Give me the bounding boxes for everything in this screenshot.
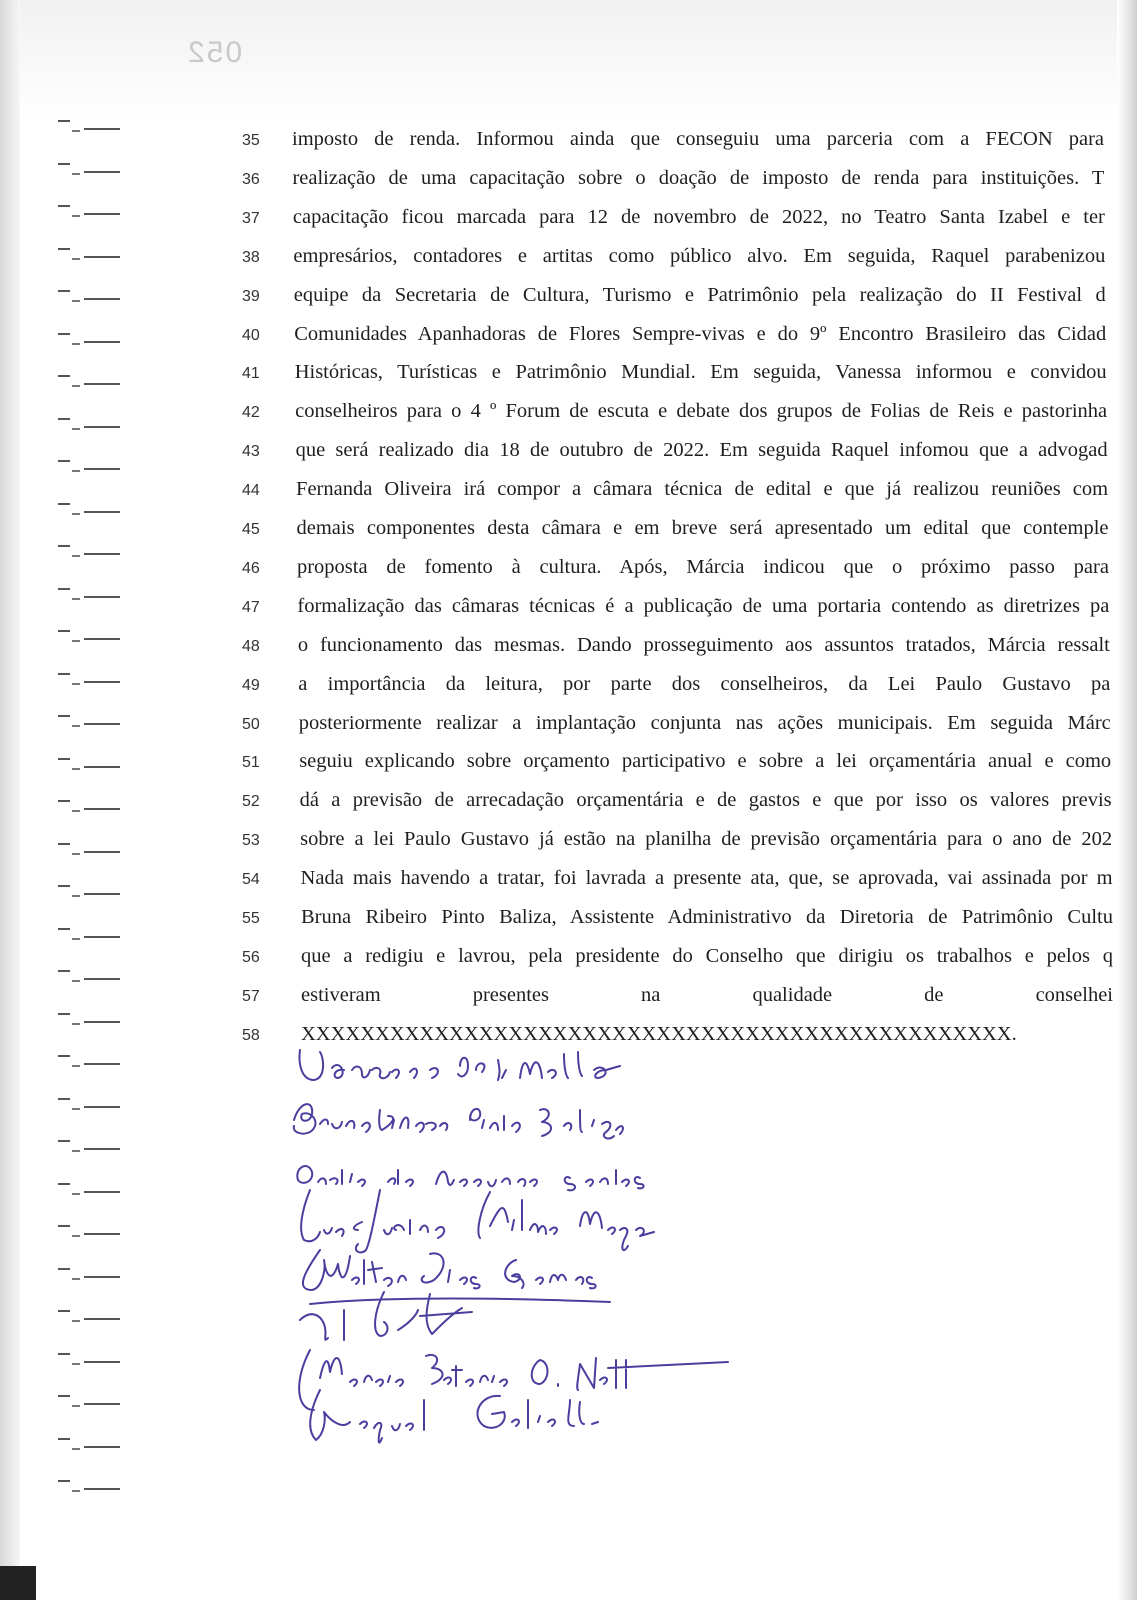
signature-3	[297, 1166, 643, 1190]
document-line-text: capacitação ficou marcada para 12 de novembro de 2022, no Teatro Santa Izabel e ter	[292, 205, 1105, 228]
document-line-text: sobre a lei Paulo Gustavo já estão na planilha de previsão orçamentária para o ano de 202	[300, 828, 1113, 851]
document-line-text: estiveram presentes na qualidade de conselhei	[301, 983, 1113, 1006]
signatures-block	[280, 1030, 740, 1450]
document-line-text: seguiu explicando sobre orçamento participativo e sobre a lei orçamentária anual e como	[299, 750, 1112, 773]
line-number: 58	[242, 1026, 260, 1044]
ruler-tick	[58, 161, 128, 179]
ruler-tick	[58, 1011, 128, 1029]
line-number: 51	[242, 754, 260, 772]
line-number: 44	[242, 482, 260, 500]
line-number: 35	[242, 132, 260, 149]
ruler-tick	[58, 118, 128, 136]
line-number: 39	[242, 287, 260, 305]
binder-ruler-marks	[58, 118, 128, 1518]
line-number: 53	[242, 832, 260, 850]
scan-corner	[0, 1566, 36, 1600]
ruler-tick	[58, 1393, 128, 1411]
document-line-text: imposto de renda. Informou ainda que conseguiu uma parceria com a FECON para	[292, 128, 1104, 150]
line-number: 41	[242, 365, 260, 383]
document-line-text: dá a previsão de arrecadação orçamentária e de gastos e que por isso os valores previs	[299, 789, 1112, 812]
ruler-tick	[58, 841, 128, 859]
ruler-tick	[58, 671, 128, 689]
document-line-text: empresários, contadores e artitas como público alvo. Em seguida, Raquel parabenizou	[293, 244, 1106, 267]
line-number: 45	[242, 521, 260, 538]
document-line-text: que a redigiu e lavrou, pela presidente do Conselho que dirigiu os trabalhos e pelos q	[301, 944, 1113, 967]
ruler-tick	[58, 501, 128, 519]
ruler-tick	[58, 1266, 128, 1284]
document-line-text: Fernanda Oliveira irá compor a câmara técnica de edital e que já realizou reuniões com	[296, 478, 1109, 501]
document-line-text: formalização das câmaras técnicas é a publicação de uma portaria contendo as diretrizes pa	[297, 594, 1110, 617]
document-line-text: Históricas, Turísticas e Patrimônio Mundial. Em seguida, Vanessa informou e convidou	[294, 361, 1107, 384]
ruler-tick	[58, 756, 128, 774]
ruler-tick	[58, 926, 128, 944]
signature-8	[310, 1390, 598, 1443]
line-number: 49	[242, 676, 260, 694]
ruler-tick	[58, 586, 128, 604]
line-number: 42	[242, 404, 260, 422]
ruler-tick	[58, 798, 128, 816]
document-line-text: proposta de fomento à cultura. Após, Márcia indicou que o próximo passo para	[296, 555, 1109, 578]
ruler-tick	[58, 968, 128, 986]
ruler-tick	[58, 246, 128, 264]
line-number: 46	[242, 559, 260, 577]
line-number: 54	[242, 871, 260, 889]
ruler-tick	[58, 713, 128, 731]
line-number: 56	[242, 948, 260, 966]
document-line-text: realização de uma capacitação sobre o doação de imposto de renda para instituições. T	[292, 166, 1105, 189]
ruler-tick	[58, 288, 128, 306]
document-line-text: que será realizado dia 18 de outubro de 2022. Em seguida Raquel infomou que a advogad	[295, 439, 1108, 462]
ruler-tick	[58, 416, 128, 434]
document-line-text: demais componentes desta câmara e em breve será apresentado um edital que contemple	[296, 517, 1109, 539]
ruler-tick	[58, 1138, 128, 1156]
document-line-text: posteriormente realizar a implantação conjunta nas ações municipais. Em seguida Márc	[298, 711, 1111, 734]
line-number: 57	[242, 987, 260, 1005]
page-top-shadow	[0, 0, 1137, 120]
signature-2	[294, 1104, 623, 1138]
line-number: 43	[242, 443, 260, 461]
ruler-tick	[58, 1223, 128, 1241]
ruler-tick	[58, 373, 128, 391]
signature-1	[300, 1050, 620, 1080]
ruler-tick	[58, 1351, 128, 1369]
line-number: 47	[242, 598, 260, 616]
page-left-edge	[0, 0, 20, 1600]
document-line-text: o funcionamento das mesmas. Dando prosseguimento aos assuntos tratados, Márcia ressalt	[297, 633, 1110, 656]
ruler-tick	[58, 883, 128, 901]
ruler-tick	[58, 458, 128, 476]
line-number: 37	[242, 209, 260, 227]
line-number: 50	[242, 715, 260, 733]
document-line-text: conselheiros para o 4 º Forum de escuta e debate dos grupos de Folias de Reis e pastorinha	[295, 400, 1108, 423]
ruler-tick	[58, 1478, 128, 1496]
line-number: 55	[242, 910, 260, 927]
ruler-tick	[58, 1181, 128, 1199]
signature-7	[299, 1350, 728, 1410]
ruler-tick	[58, 543, 128, 561]
document-line-text: XXXXXXXXXXXXXXXXXXXXXXXXXXXXXXXXXXXXXXXXXXXXXXXX.	[301, 1022, 1017, 1045]
signature-4	[301, 1190, 654, 1252]
line-number: 40	[242, 326, 260, 344]
ruler-tick	[58, 203, 128, 221]
ruler-tick	[58, 1436, 128, 1454]
document-line-text: equipe da Secretaria de Cultura, Turismo e Patrimônio pela realização do II Festival d	[293, 283, 1106, 306]
document-line-text: a importância da leitura, por parte dos conselheiros, da Lei Paulo Gustavo pa	[298, 672, 1111, 695]
page-stamp-number: 052	[186, 36, 243, 69]
ruler-tick	[58, 1308, 128, 1326]
signature-5	[303, 1250, 610, 1304]
line-number: 48	[242, 637, 260, 655]
ruler-tick	[58, 1053, 128, 1071]
line-number: 38	[242, 248, 260, 266]
ruler-tick	[58, 331, 128, 349]
document-line-text: Bruna Ribeiro Pinto Baliza, Assistente Administrativo da Diretoria de Patrimônio Cultu	[301, 906, 1113, 928]
page-right-edge	[1117, 0, 1137, 1600]
line-number: 52	[242, 793, 260, 811]
document-line-text: Comunidades Apanhadoras de Flores Sempre-vivas e do 9º Encontro Brasileiro das Cidad	[294, 322, 1107, 345]
document-line-text: Nada mais havendo a tratar, foi lavrada a presente ata, que, se aprovada, vai assinada por m	[300, 867, 1113, 890]
ruler-tick	[58, 1096, 128, 1114]
line-number: 36	[242, 170, 260, 188]
ruler-tick	[58, 628, 128, 646]
